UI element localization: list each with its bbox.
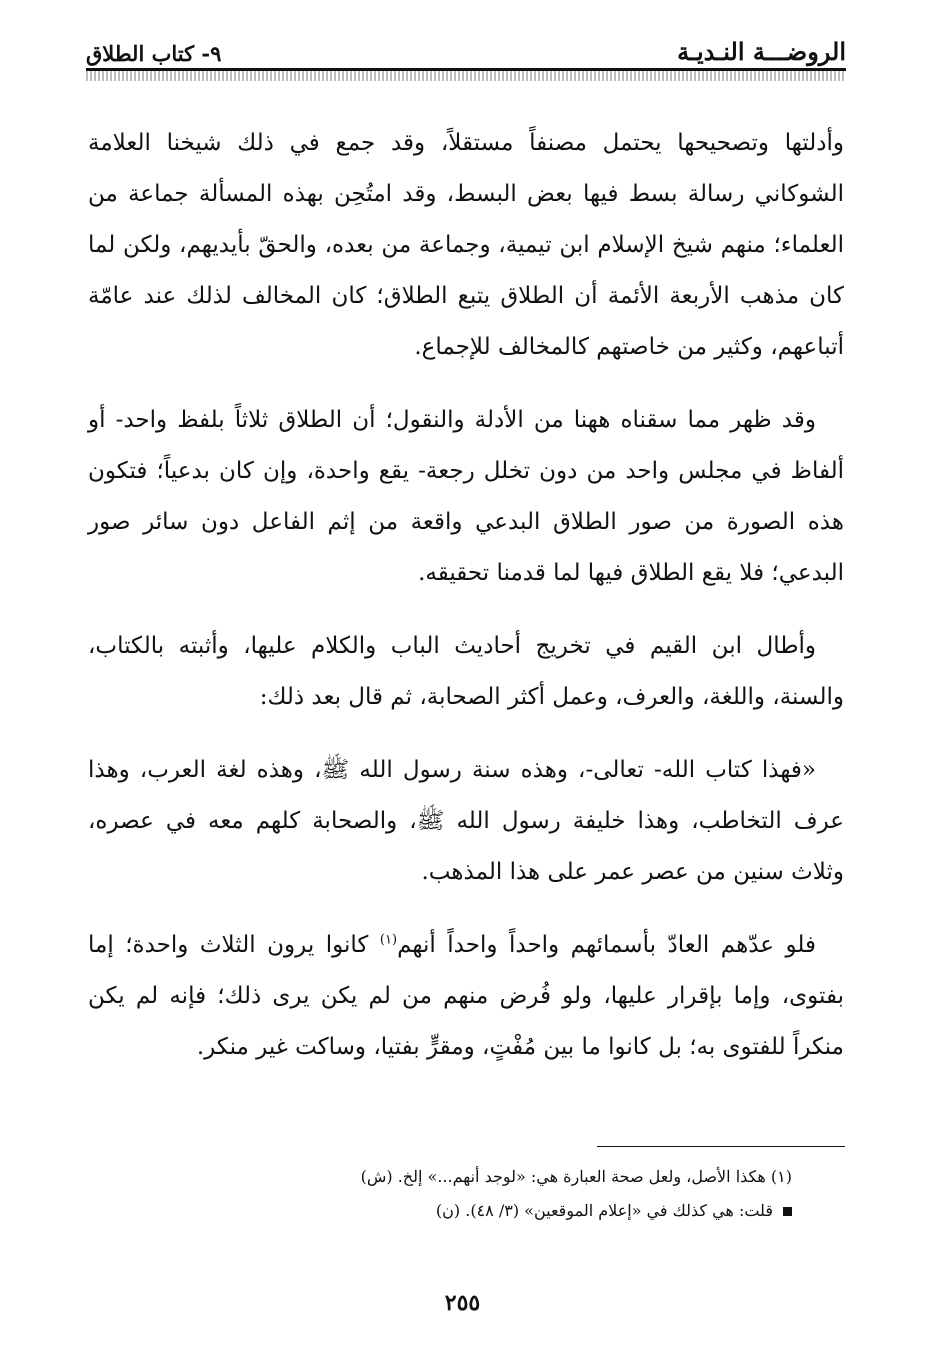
paragraph-4-quote: «فهذا كتاب الله- تعالى-، وهذه سنة رسول الله ﷺ، وهذه لغة العرب، وهذا عرف التخاطب، وهذا خليفة رسول الله ﷺ، والصحابة كلهم معه في عصره، وثلاث سنين من عصر عمر على هذا المذهب. [88, 757, 844, 885]
footnotes [88, 1160, 792, 1228]
header-rule [86, 68, 846, 81]
running-header [86, 26, 846, 66]
page-number: ٢٥٥ [444, 1290, 481, 1316]
footnote-rule [597, 1146, 845, 1147]
footnote-2 [88, 1194, 792, 1228]
chapter-title: ٩- كتاب الطلاق [86, 41, 222, 66]
book-title: الروضـــة النـديـة [677, 37, 846, 66]
footnote-reference: (١) [379, 932, 398, 948]
footnote-1: (١) هكذا الأصل، ولعل صحة العبارة هي: «لوجد أنهم...» إلخ. (ش) [360, 1167, 792, 1186]
paragraph-5-end: كانوا يرون الثلاث واحدة؛ إما بفتوى، وإما بإقرار عليها، ولو فُرض منهم من لم يكن يرى ذلك؛ فإنه لم يكن منكراً للفتوى به؛ بل كانوا ما بين مُفْتٍ، ومقرٍّ بفتيا، وساكت غير منكر. [88, 932, 844, 1060]
paragraph-2: وقد ظهر مما سقناه ههنا من الأدلة والنقول؛ أن الطلاق ثلاثاً بلفظ واحد- أو ألفاظ في مجلس واحد من دون تخلل رجعة- يقع واحدة، وإن كان بدعياً؛ فتكون هذه الصورة من صور الطلاق البدعي واقعة من إثم الفاعل دون سائر صور البدعي؛ فلا يقع الطلاق فيها لما قدمنا تحقيقه. [88, 407, 844, 586]
paragraph-1: وأدلتها وتصحيحها يحتمل مصنفاً مستقلاً، وقد جمع في ذلك شيخنا العلامة الشوكاني رسالة بسط فيها بعض البسط، وقد امتُحِن بهذه المسألة جماعة من العلماء؛ منهم شيخ الإسلام ابن تيمية، وجماعة من بعده، والحقّ بأيديهم، ولكن لما كان مذهب الأربعة الأئمة أن الطلاق يتبع الطلاق؛ كان المخالف لذلك عند عامّة أتباعهم، وكثير من خاصتهم كالمخالف للإجماع. [88, 130, 844, 360]
paragraph-5-start: فلو عدّهم العادّ بأسمائهم واحداً واحداً أنهم [397, 932, 817, 958]
square-bullet-icon [783, 1207, 792, 1216]
paragraph-3: وأطال ابن القيم في تخريج أحاديث الباب والكلام عليها، وأثبته بالكتاب، والسنة، واللغة، والعرف، وعمل أكثر الصحابة، ثم قال بعد ذلك: [88, 633, 844, 710]
footnote-2-text: قلت: هي كذلك في «إعلام الموقعين» (٣/ ٤٨). (ن) [435, 1201, 773, 1220]
paragraph-5 [88, 920, 844, 1073]
main-text [88, 118, 844, 1095]
